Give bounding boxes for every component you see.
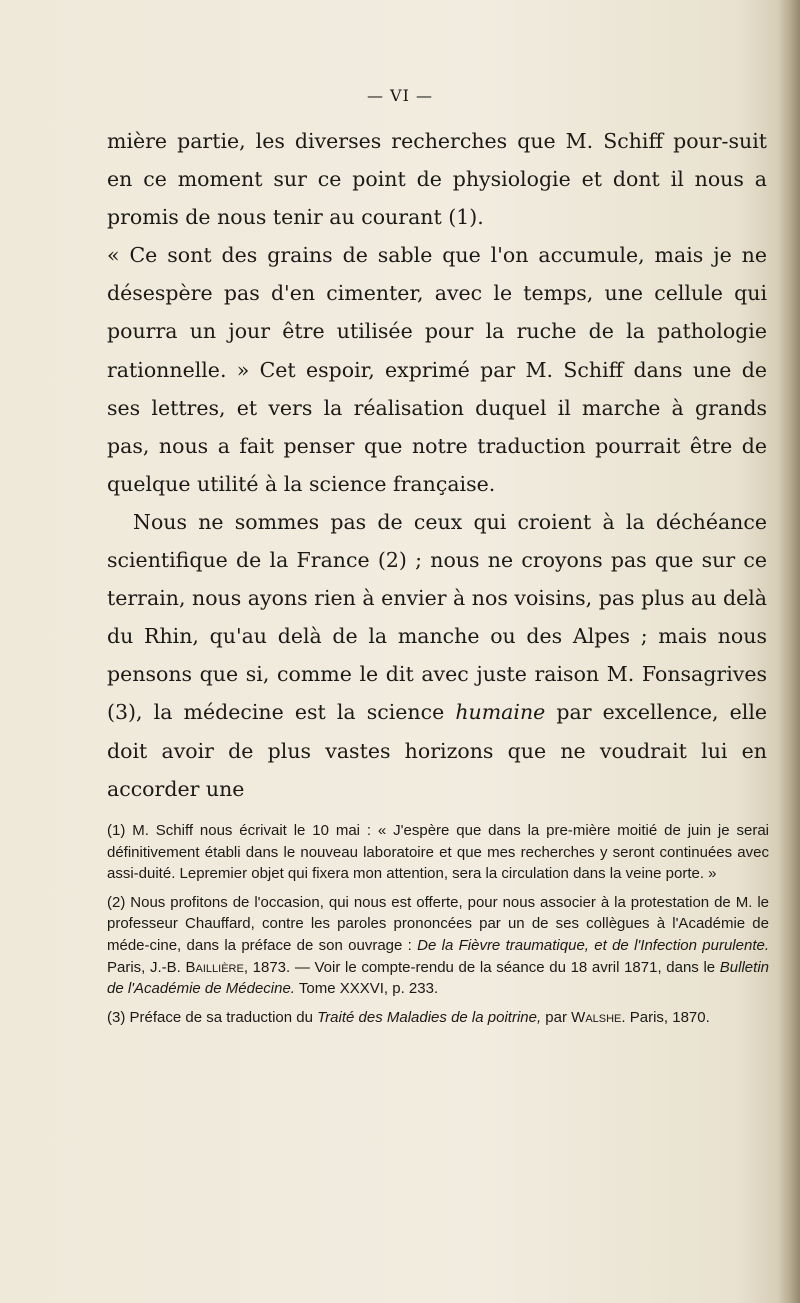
- paragraph-1: mière partie, les diverses recherches que M. Schiff pour-suit en ce moment sur ce point de physiologie et dont il nous a promis de nous tenir au courant (1).: [107, 129, 767, 230]
- footnote-2-part-d: Tome XXXVI, p. 233.: [294, 980, 439, 998]
- page-number: — VI —: [366, 86, 434, 105]
- footnote-3-part-c: . Paris, 1870.: [621, 1008, 710, 1026]
- footnote-1: (1) M. Schiff nous écrivait le 10 mai : « J'espère que dans la pre-mière moitié de juin je serai définitivement établi dans le nouveau laboratoire et que mes recherches y seront continuées avec assi-duité. Lepremier objet qui fixera mon attention, sera la circulation dans la veine porte. »: [107, 822, 769, 883]
- footnote-2: [107, 892, 769, 1000]
- footnote-2-publisher: Baillière: [185, 958, 244, 976]
- footnote-3: [107, 1007, 769, 1029]
- footnote-2-part-a: (2) Nous profitons de l'occasion, qui nous est offerte, pour nous associer à la protestation de M. le professeur Chauffard, contre les paroles prononcées par un de ses collègues à l'Académie de méde-cine, dans la préface de son ouvrage :: [107, 893, 769, 954]
- footnote-2-part-b: Paris, J.-B.: [107, 958, 186, 976]
- footnote-3-part-a: (3) Préface de sa traduction du: [107, 1008, 318, 1026]
- footnote-2-part-c: , 1873. — Voir le compte-rendu de la séance du 18 avril 1871, dans le: [243, 958, 720, 976]
- footnote-2-journal: Bulletin de l'Académie de Médecine.: [107, 958, 769, 998]
- paragraph-2: « Ce sont des grains de sable que l'on accumule, mais je ne désespère pas d'en cimenter, avec le temps, une cellule qui pourra un jour être utilisée pour la ruche de la pathologie rationnelle. » Cet espoir, exprimé par M. Schiff dans une de ses lettres, et vers la réalisation duquel il marche à grands pas, nous a fait penser que notre traduction pourrait être de quelque utilité à la science française.: [107, 243, 767, 496]
- footnote-2-title: De la Fièvre traumatique, et de l'Infection purulente.: [417, 936, 769, 954]
- footnote-3-author: Walshe: [571, 1008, 622, 1026]
- page-edge-shadow: [778, 0, 800, 1303]
- footnote-3-part-b: par: [541, 1008, 572, 1026]
- footnote-3-title: Traité des Maladies de la poitrine,: [317, 1008, 542, 1026]
- paragraph-3: [107, 503, 767, 808]
- paragraph-3-emphasis: humaine: [455, 700, 546, 725]
- paragraph-3-part-b: par excellence, elle doit avoir de plus vastes horizons que ne voudrait lui en accorder une: [107, 700, 768, 801]
- main-text: [107, 122, 767, 808]
- paragraph-3-part-a: Nous ne sommes pas de ceux qui croient à la déchéance scientifique de la France (2) ; nous ne croyons pas que sur ce terrain, nous ayons rien à envier à nos voisins, pas plus au delà du Rhin, qu'au delà de la manche ou des Alpes ; mais nous pensons que si, comme le dit avec juste raison M. Fonsagrives (3), la médecine est la science: [107, 509, 767, 725]
- footnotes: [107, 820, 769, 1035]
